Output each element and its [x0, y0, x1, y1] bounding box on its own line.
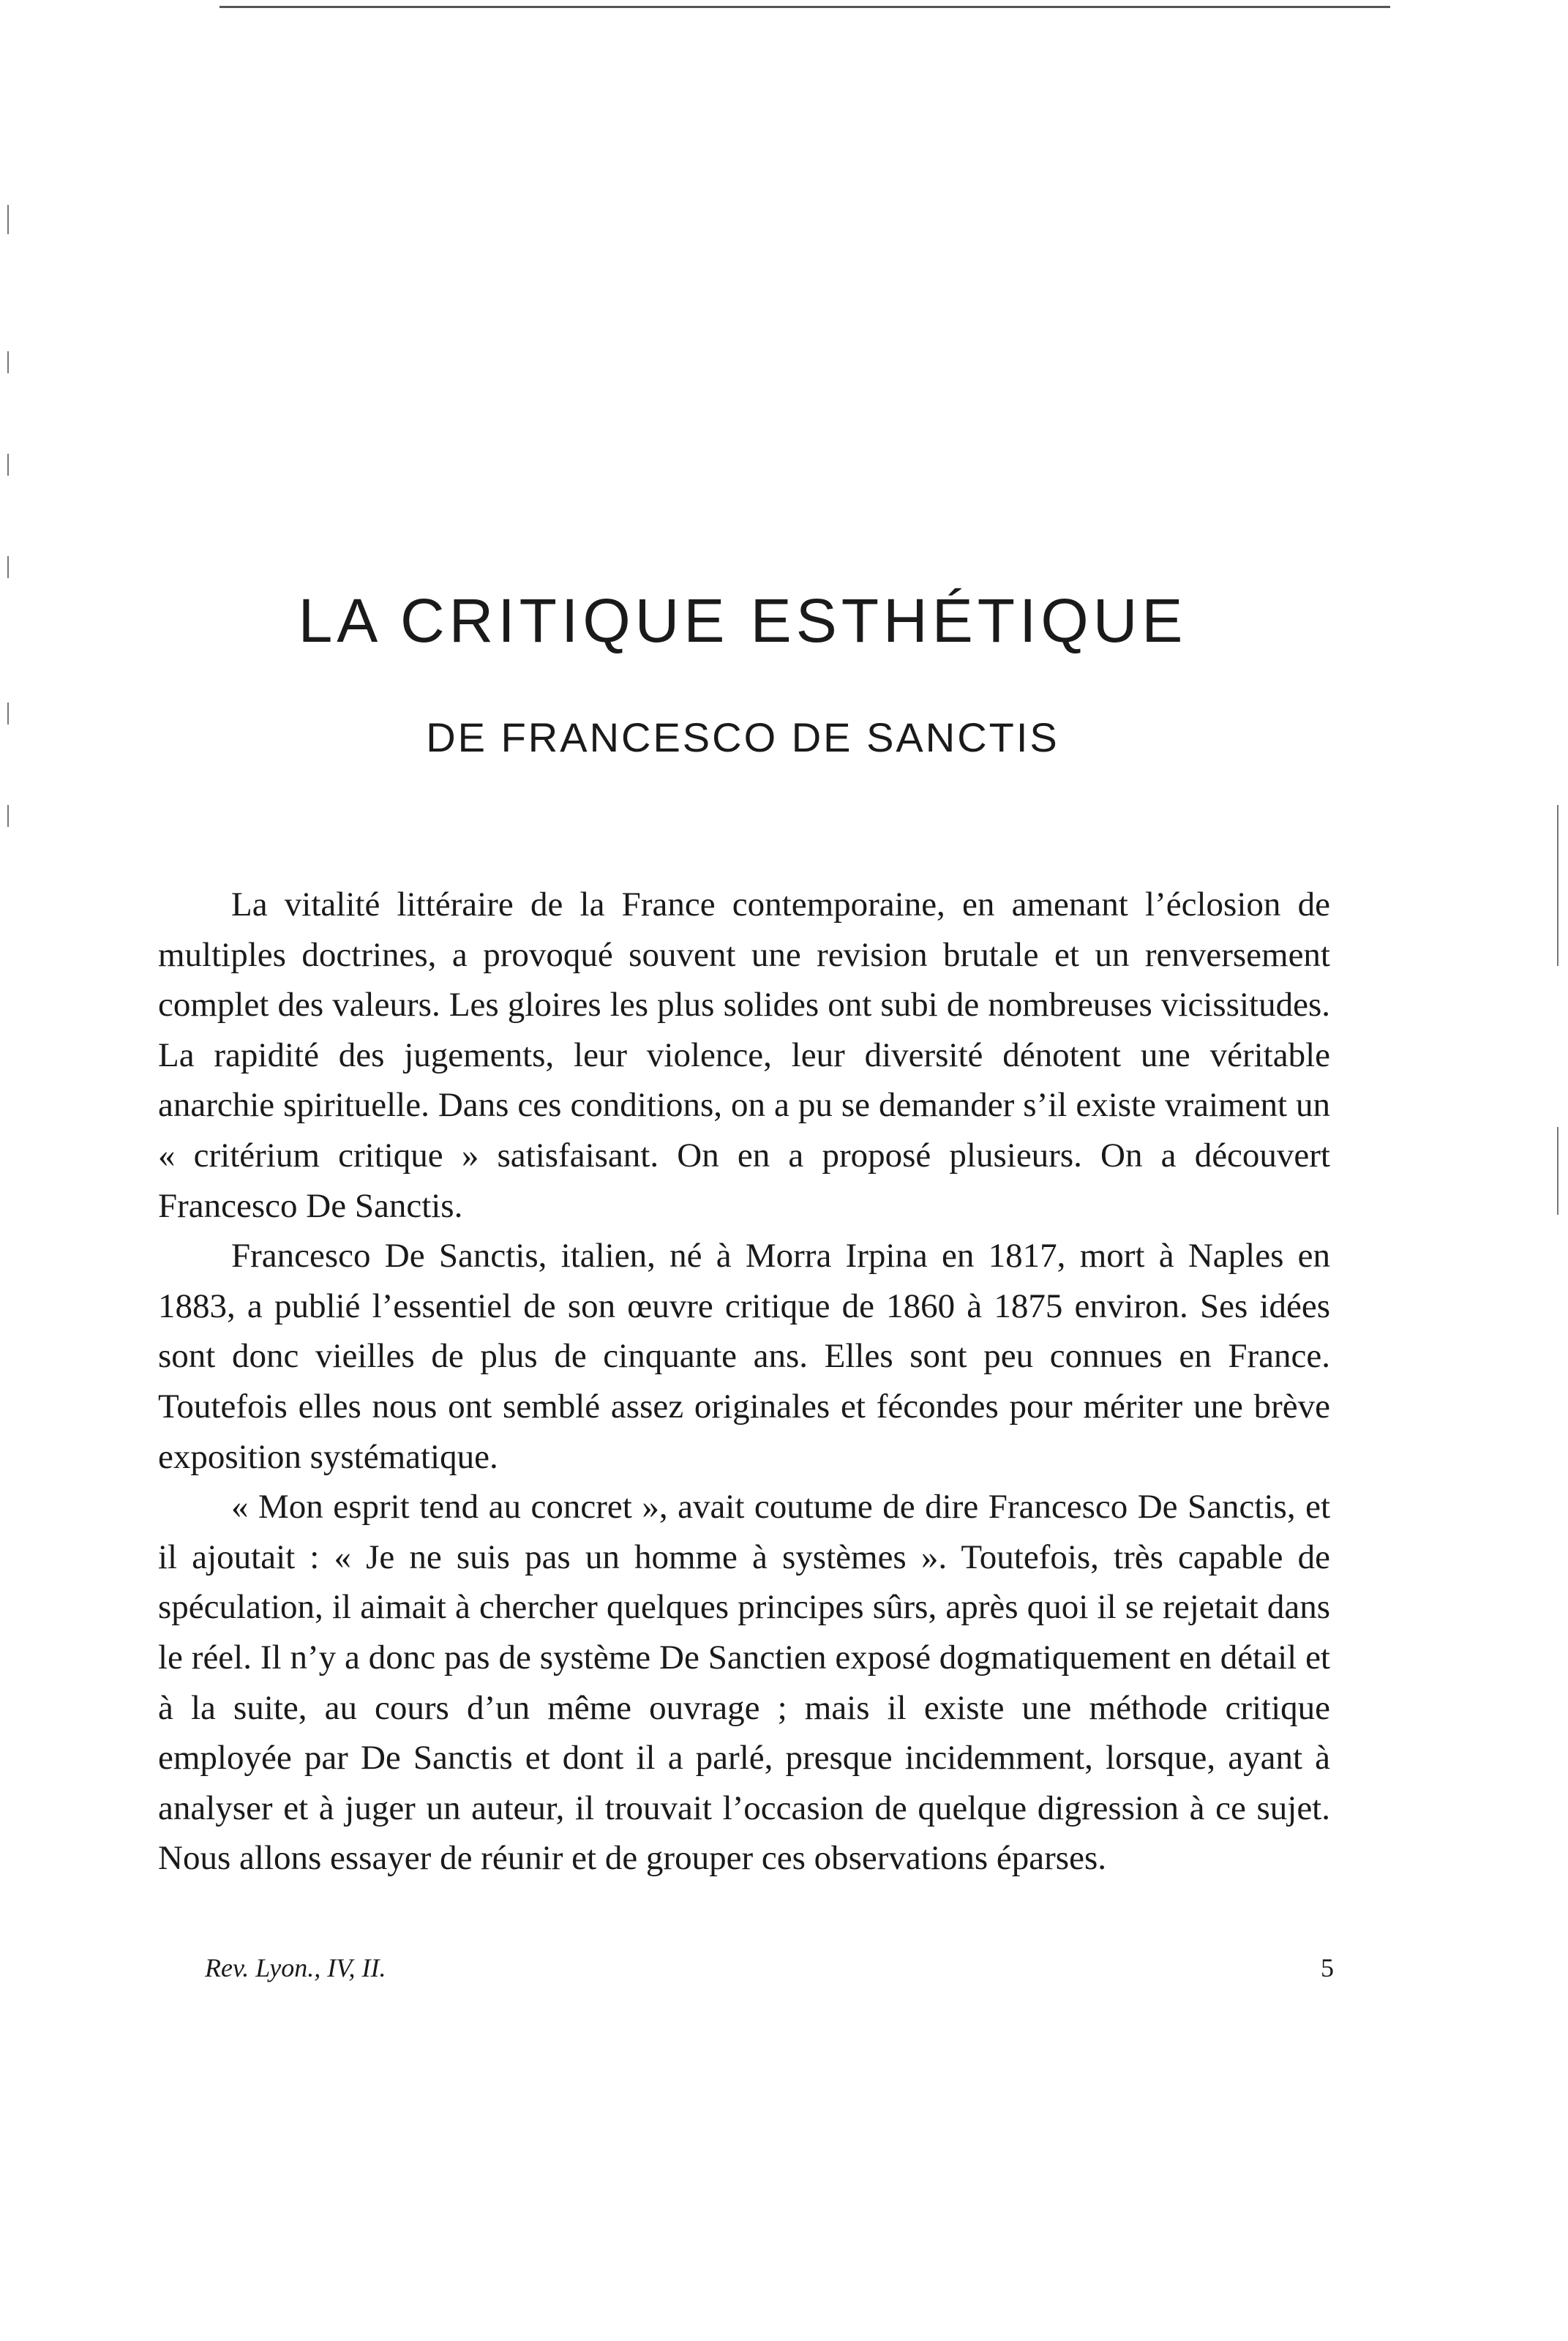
page-footer [205, 1952, 1334, 1983]
scan-margin-mark [7, 454, 9, 476]
scan-margin-mark [7, 351, 9, 373]
scan-margin-mark [1557, 805, 1558, 966]
scan-margin-mark [1557, 1127, 1558, 1215]
paragraph: La vitalité littéraire de la France contemporaine, en amenant l’éclosion de multiples doctrines, a provoqué souvent une revision brutale et un renversement complet des valeurs. Les gloires les plus solides ont subi de nombreuses vicissitudes. La rapidité des jugements, leur violence, leur diversité dénotent une véritable anarchie spirituelle. Dans ces conditions, on a pu se demander s’il existe vraiment un « critérium critique » satisfaisant. On en a proposé plusieurs. On a découvert Francesco De Sanctis. [158, 885, 1330, 1225]
journal-reference: Rev. Lyon., IV, II. [205, 1953, 386, 1982]
page-top-rule [220, 6, 1390, 8]
article-body [158, 880, 1330, 1884]
scan-margin-mark [7, 205, 9, 234]
article-subtitle: DE FRANCESCO DE SANCTIS [426, 714, 1059, 760]
paragraph: « Mon esprit tend au concret », avait coutume de dire Francesco De Sanctis, et il ajoutait : « Je ne suis pas un homme à systèmes ». Toutefois, très capable de spéculation, il aimait à chercher quelques principes sûrs, après quoi il se rejetait dans le réel. Il n’y a donc pas de système De Sanctien exposé dogmatiquement en détail et à la suite, au cours d’un même ouvrage ; mais il existe une méthode critique employée par De Sanctis et dont il a parlé, presque incidemment, lorsque, ayant à analyser et à juger un auteur, il trouvait l’occasion de quelque digression à ce sujet. Nous allons essayer de réunir et de grouper ces observations éparses. [158, 1488, 1330, 1878]
paragraph: Francesco De Sanctis, italien, né à Morra Irpina en 1817, mort à Naples en 1883, a publié l’essentiel de son œuvre critique de 1860 à 1875 environ. Ses idées sont donc vieilles de plus de cinquante ans. Elles sont peu connues en France. Toutefois elles nous ont semblé assez originales et fécondes pour mériter une brève exposition systématique. [158, 1237, 1330, 1476]
page-number: 5 [1321, 1953, 1334, 1982]
article-title: LA CRITIQUE ESTHÉTIQUE [298, 586, 1188, 655]
scan-margin-mark [7, 805, 9, 827]
scan-margin-mark [7, 556, 9, 578]
